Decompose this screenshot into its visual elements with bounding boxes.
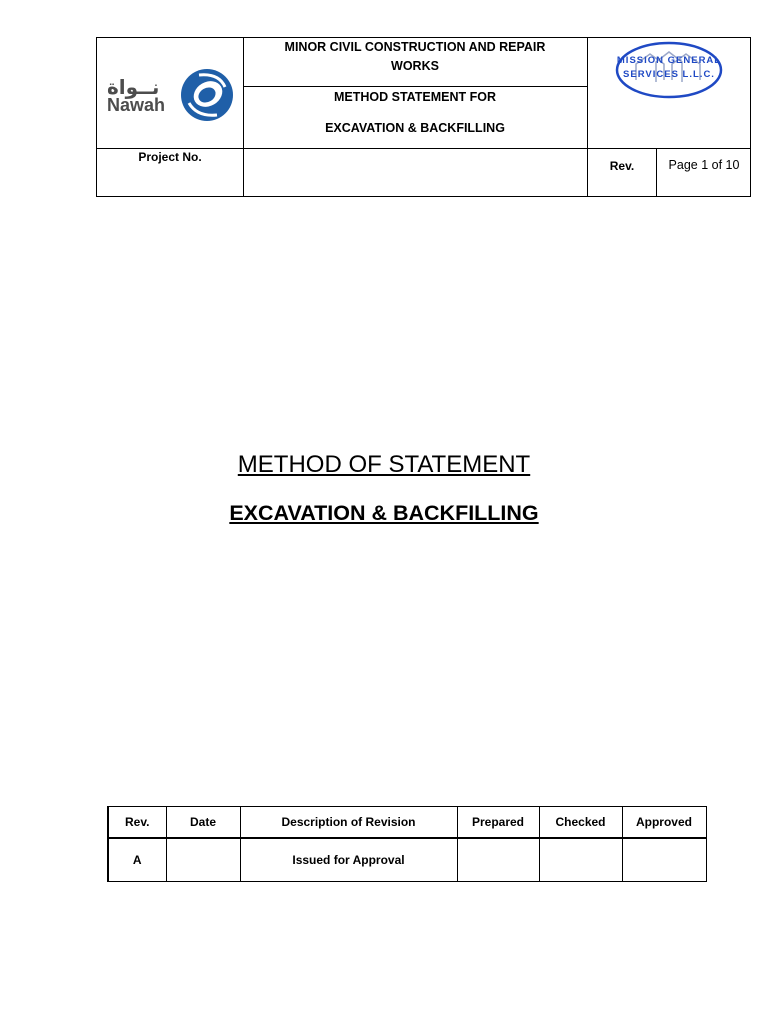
document-subtitle-line1: METHOD STATEMENT FOR: [333, 90, 497, 104]
cell-approved: [622, 838, 706, 882]
header-divider: [656, 148, 657, 196]
cell-date: [166, 838, 240, 882]
table-row: [108, 838, 706, 882]
document-subtitle-line2: EXCAVATION & BACKFILLING: [325, 121, 505, 135]
company-logo-arabic: نــواة: [107, 75, 160, 99]
project-number-label: Project No.: [138, 150, 202, 164]
project-title-line1: MINOR CIVIL CONSTRUCTION AND REPAIR: [284, 40, 546, 54]
cell-prepared: [457, 838, 539, 882]
company-logo-name: Nawah: [107, 95, 166, 115]
contractor-logo: [588, 38, 750, 148]
revision-label: Rev.: [609, 159, 635, 173]
revision-table: [107, 806, 707, 882]
header-divider: [97, 148, 750, 149]
column-header-rev: Rev.: [108, 807, 166, 839]
contractor-logo-line1: MISSION GENERAL: [616, 55, 722, 66]
project-number-value: [245, 150, 585, 194]
project-title-line2: WORKS: [391, 59, 439, 73]
header-divider: [243, 38, 244, 196]
table-header-row: [108, 807, 706, 839]
column-header-approved: Approved: [622, 807, 706, 839]
column-header-description: Description of Revision: [240, 807, 457, 839]
project-title: [245, 38, 585, 76]
column-header-prepared: Prepared: [457, 807, 539, 839]
company-logo: [97, 38, 243, 148]
document-subject: EXCAVATION & BACKFILLING: [229, 501, 539, 525]
page-number: Page 1 of 10: [668, 158, 740, 172]
column-header-checked: Checked: [539, 807, 622, 839]
cell-rev: A: [108, 838, 166, 882]
contractor-logo-line2: SERVICES L.L.C.: [623, 69, 715, 80]
column-header-date: Date: [166, 807, 240, 839]
cell-description: Issued for Approval: [240, 838, 457, 882]
nawah-ring-icon: [177, 65, 237, 125]
cell-checked: [539, 838, 622, 882]
header-divider: [244, 86, 587, 87]
document-title: METHOD OF STATEMENT: [237, 451, 531, 478]
document-header: [96, 37, 751, 197]
